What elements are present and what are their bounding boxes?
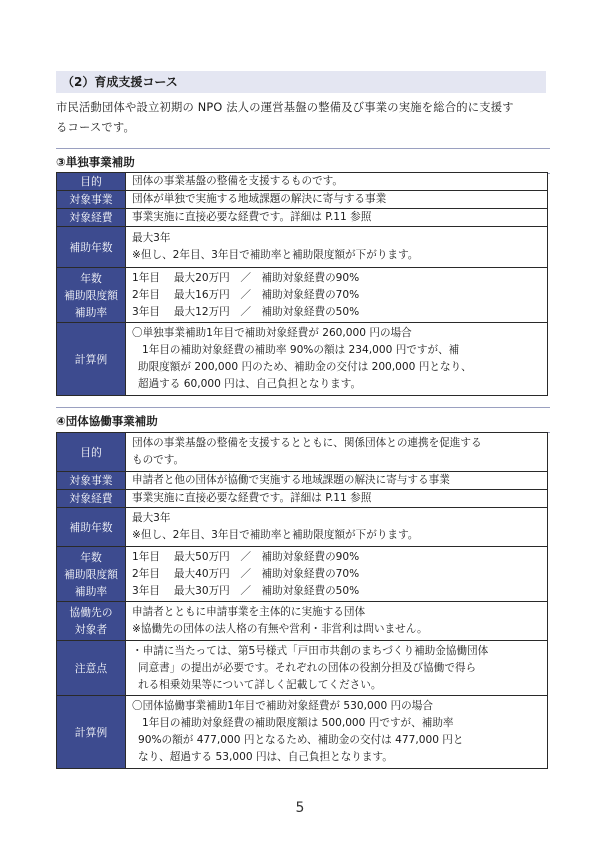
rate-values (126, 268, 548, 323)
collab-table (56, 432, 548, 769)
calc-line: 1年目の補助対象経費の補助限度額は 500,000 円ですが、補助率 (142, 717, 454, 729)
years-value (126, 508, 548, 547)
calc-label: 計算例 (57, 323, 126, 396)
calc-line: 90%の額が 477,000 円となるため、補助金の交付は 477,000 円と (138, 734, 464, 746)
table-row (57, 602, 548, 641)
purpose-label: 目的 (57, 173, 126, 191)
collab-title: ④団体協働事業補助 (56, 407, 550, 433)
years-line: 最大3年 (132, 512, 171, 524)
section-title: （2）育成支援コース (56, 71, 546, 93)
table-row (57, 433, 548, 472)
notes-line: れる相乗効果等について詳しく記載してください。 (138, 678, 382, 691)
page-number: 5 (295, 800, 305, 816)
rate-year1: 1年目 最大50万円 ／ 補助対象経費の90% (132, 550, 360, 563)
rate-label-limit: 補助限度額 (64, 567, 118, 581)
target-project-label: 対象事業 (57, 191, 126, 209)
purpose-line: 団体の事業基盤の整備を支援するとともに、関係団体との連携を促進する (132, 437, 482, 449)
notes-line: 同意書」の提出が必要です。それぞれの団体の役割分担及び協働で得ら (138, 661, 477, 674)
table-row (57, 227, 548, 268)
calc-line: 〇単独事業補助1年目で補助対象経費が 260,000 円の場合 (132, 327, 412, 339)
single-table (56, 172, 548, 396)
rate-label-limit: 補助限度額 (64, 288, 118, 302)
target-project-value: 申請者と他の団体が協働で実施する地域課題の解決に寄与する事業 (126, 472, 548, 490)
calc-label: 計算例 (57, 696, 126, 769)
target-cost-value: 事業実施に直接必要な経費です。詳細は P.11 参照 (126, 209, 548, 227)
years-label: 補助年数 (57, 508, 126, 547)
target-project-value: 団体が単独で実施する地域課題の解決に寄与する事業 (126, 191, 548, 209)
target-cost-value: 事業実施に直接必要な経費です。詳細は P.11 参照 (126, 490, 548, 508)
rate-label-rate: 補助率 (74, 584, 108, 598)
years-line: 最大3年 (132, 232, 171, 244)
purpose-value (126, 433, 548, 472)
calc-line: 1年目の補助対象経費の補助率 90%の額は 234,000 円ですが、補 (142, 344, 460, 356)
years-note: ※但し、2年目、3年目で補助率と補助限度額が下がります。 (132, 529, 419, 541)
table-row (57, 508, 548, 547)
rate-year3: 3年目 最大30万円 ／ 補助対象経費の50% (132, 584, 360, 597)
rate-label-rate: 補助率 (74, 305, 108, 319)
table-row (57, 641, 548, 696)
purpose-value: 団体の事業基盤の整備を支援するものです。 (126, 173, 548, 191)
partner-label-line: 対象者 (74, 623, 108, 636)
calc-value (126, 696, 548, 769)
table-row (57, 323, 548, 396)
rate-year2: 2年目 最大40万円 ／ 補助対象経費の70% (132, 567, 360, 580)
intro-line: 市民活動団体や設立初期の NPO 法人の運営基盤の整備及び事業の実施を総合的に支援す (56, 101, 514, 114)
notes-label: 注意点 (57, 641, 126, 696)
table-row (57, 547, 548, 602)
table-row (57, 268, 548, 323)
target-project-label: 対象事業 (57, 472, 126, 490)
rate-labels (57, 268, 126, 323)
rate-year3: 3年目 最大12万円 ／ 補助対象経費の50% (132, 305, 360, 318)
notes-value (126, 641, 548, 696)
calc-line: 〇団体協働事業補助1年目で補助対象経費が 530,000 円の場合 (132, 700, 433, 712)
partner-value (126, 602, 548, 641)
years-label: 補助年数 (57, 227, 126, 268)
purpose-label: 目的 (57, 433, 126, 472)
years-note: ※但し、2年目、3年目で補助率と補助限度額が下がります。 (132, 249, 419, 261)
rate-labels (57, 547, 126, 602)
partner-label (57, 602, 126, 641)
target-cost-label: 対象経費 (57, 490, 126, 508)
single-title: ③単独事業補助 (56, 148, 550, 174)
intro-line: るコースです。 (56, 121, 136, 134)
rate-values (126, 547, 548, 602)
purpose-line: ものです。 (132, 454, 185, 466)
calc-line: 超過する 60,000 円は、自己負担となります。 (138, 378, 362, 390)
partner-note: ※協働先の団体の法人格の有無や営利・非営利は問いません。 (132, 623, 428, 635)
calc-line: なり、超過する 53,000 円は、自己負担となります。 (138, 751, 393, 763)
table-row (57, 191, 548, 209)
calc-value (126, 323, 548, 396)
table-row (57, 696, 548, 769)
table-row (57, 490, 548, 508)
table-row (57, 209, 548, 227)
rate-year1: 1年目 最大20万円 ／ 補助対象経費の90% (132, 271, 360, 284)
years-value (126, 227, 548, 268)
notes-line: ・申請に当たっては、第5号様式「戸田市共創のまちづくり補助金協働団体 (132, 644, 489, 657)
table-row (57, 173, 548, 191)
table-row (57, 472, 548, 490)
target-cost-label: 対象経費 (57, 209, 126, 227)
calc-line: 助限度額が 200,000 円のため、補助金の交付は 200,000 円となり、 (138, 361, 472, 373)
intro-text (56, 98, 550, 138)
rate-label-years: 年数 (80, 271, 102, 285)
rate-year2: 2年目 最大16万円 ／ 補助対象経費の70% (132, 288, 360, 301)
partner-label-line: 協働先の (69, 606, 113, 619)
rate-label-years: 年数 (80, 550, 102, 564)
partner-line: 申請者とともに申請事業を主体的に実施する団体 (132, 606, 366, 618)
